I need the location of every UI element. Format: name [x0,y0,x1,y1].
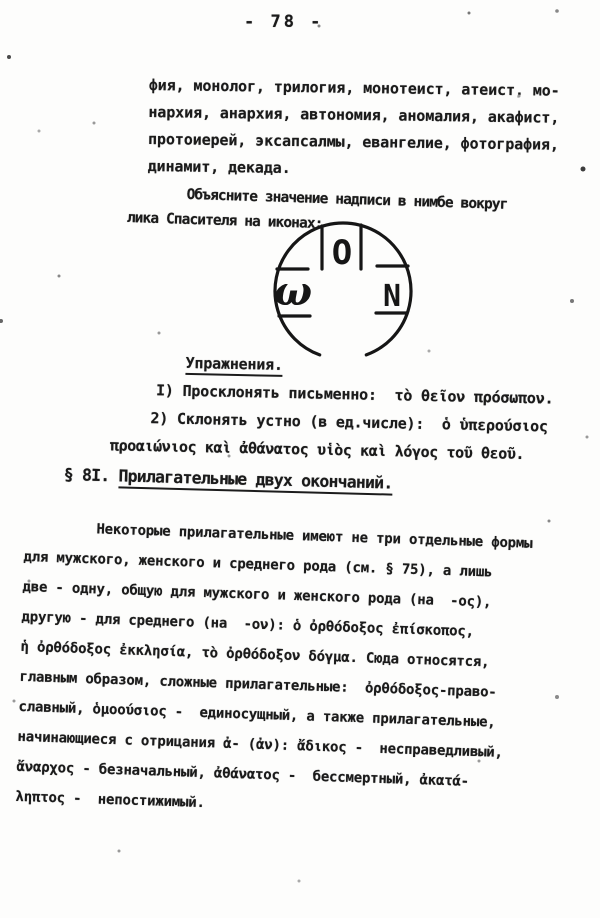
word-list-paragraph [147,72,559,186]
text-line: ἄναρχος - безначальный, ἀθάνατος - бессмертный, ἀκατά- [16,758,470,790]
exercises-section [0,345,554,469]
text-line: динамит, декада. [147,156,291,177]
nimbus-letter-omicron: O [331,233,353,273]
text-line: начинающиеся с отрицания ἀ- (ἀν): ἄδικος - несправедливый, [17,728,504,761]
text-line: Некоторые прилагательные имеют не три отдельные формы [96,521,533,552]
text-line: ἡ ὀρθόδοξος ἐκκλησία, τὸ ὀρθόδοξον δόγμα. Сюда относятся, [20,638,490,671]
text-line: протоиерей, эксапсалмы, евангелие, фотография, [147,129,559,154]
section-heading [64,465,393,493]
exercise-item-2-continuation: προαιώνιος καὶ ἀθάνατος υἱὸς καὶ λόγος τοῦ θεοῦ. [109,436,525,463]
section-number: § 8I. [63,465,119,486]
page-number: - 78 - [244,12,324,32]
nimbus-letter-nu: N [382,279,402,314]
nimbus-letter-omega: ω [273,268,313,315]
text-line: лика Спасителя на иконах: [126,209,323,233]
nimbus-diagram [265,212,425,364]
text-line: нархия, анархия, автономия, аномалия, акафист, [148,102,560,127]
text-line: две - одну, общую для мужского и женского рода (на -ος), [22,578,492,611]
text-line: другую - для среднего (на -ον): ὁ ὀρθόδοξος ἐπίσκοπος, [21,608,475,640]
exercises-heading: Упражнения. [185,354,283,377]
text-line: для мужского, женского и среднего рода (см. § 75), а лишь [23,548,493,581]
text-line: славный, ὁμοούσιος - единосущный, а также прилагательные, [18,698,496,731]
text-line: ληπτος - непостижимый. [15,788,205,812]
exercise-item-1: I) Просклонять письменно: τὸ θεῖον πρόσωπον. [155,381,554,408]
section-body-paragraph [15,512,533,829]
exercise-item-2: 2) Склонять устно (в ед.числе): ὁ ὑπερούσιος [150,409,548,436]
text-line: главным образом, сложные прилагательные: ὀρθόδοξος-право- [19,668,497,701]
text-line: фия, монолог, трилогия, монотеист, атеист, мо- [148,75,560,100]
section-title: Прилагательные двух окончаний. [118,466,392,495]
text-line: Объясните значение надписи в нимбе вокруг [186,186,508,213]
